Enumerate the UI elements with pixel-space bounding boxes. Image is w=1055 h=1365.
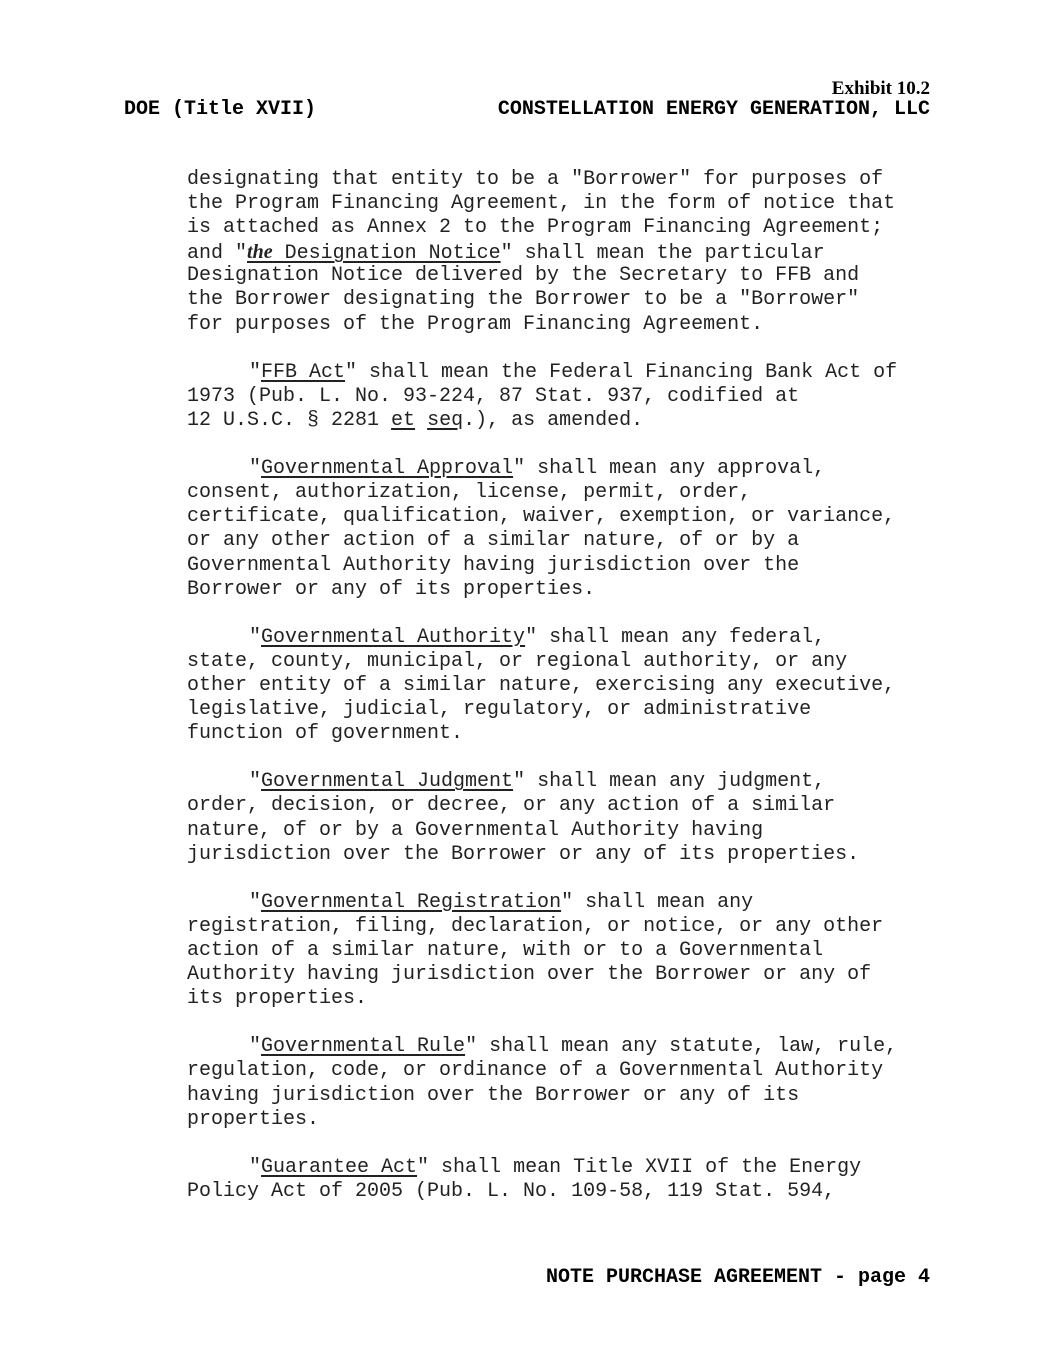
- text-line: [187, 409, 967, 433]
- header-left: DOE (Title XVII): [124, 98, 317, 121]
- paragraph-ffb-act: [187, 361, 967, 433]
- text-fragment: " shall mean any statute, law, rule,: [465, 1035, 898, 1059]
- paragraph-governmental-registration: [187, 891, 967, 1011]
- text-fragment: " shall mean the particular: [500, 242, 825, 266]
- defined-term-governmental-authority: Governmental Authority: [261, 625, 526, 649]
- open-quote: ": [249, 770, 262, 794]
- text-line: legislative, judicial, regulatory, or administrative: [187, 698, 812, 722]
- paragraph-designation-continued: [187, 168, 967, 337]
- exhibit-label: Exhibit 10.2: [831, 78, 930, 99]
- paragraph-guarantee-act: [187, 1156, 967, 1204]
- text-line: other entity of a similar nature, exercising any executive,: [187, 673, 896, 697]
- open-quote: ": [249, 1035, 262, 1059]
- text-line: designating that entity to be a "Borrower" for purposes of: [187, 168, 884, 191]
- text-line: 1973 (Pub. L. No. 93-224, 87 Stat. 937, codified at: [187, 384, 800, 408]
- text-line: action of a similar nature, with or to a Governmental: [187, 939, 824, 962]
- text-fragment: .), as amended.: [463, 408, 644, 432]
- text-line: the Program Financing Agreement, in the form of notice that: [187, 192, 896, 216]
- text-line: [187, 626, 967, 650]
- defined-term-ffb-act: FFB Act: [261, 360, 346, 384]
- text-fragment: " shall mean any judgment,: [513, 770, 826, 794]
- text-line: Governmental Authority having jurisdiction over the: [187, 553, 800, 577]
- text-fragment: and ": [187, 242, 248, 266]
- text-line: [187, 1156, 967, 1180]
- page-footer: NOTE PURCHASE AGREEMENT - page 4: [545, 1266, 930, 1289]
- open-quote: ": [249, 625, 262, 649]
- open-quote: ": [249, 1155, 262, 1179]
- text-line: [187, 1035, 967, 1059]
- text-line: state, county, municipal, or regional authority, or any: [187, 649, 848, 673]
- text-line: Designation Notice delivered by the Secretary to FFB and: [187, 264, 860, 288]
- text-line: [187, 361, 967, 385]
- latin-et: et: [391, 408, 416, 432]
- text-line: properties.: [187, 1107, 320, 1131]
- text-line: [187, 891, 967, 915]
- text-fragment: " shall mean any federal,: [525, 625, 826, 649]
- text-line: [187, 770, 967, 794]
- text-line: jurisdiction over the Borrower or any of its properties.: [187, 842, 860, 866]
- defined-term-governmental-approval: Governmental Approval: [261, 457, 514, 481]
- text-line: regulation, code, or ordinance of a Governmental Authority: [187, 1059, 884, 1083]
- paragraph-governmental-approval: [187, 457, 967, 602]
- text-line: is attached as Annex 2 to the Program Financing Agreement;: [187, 216, 884, 240]
- text-fragment: 12 U.S.C. § 2281: [187, 408, 392, 432]
- defined-term-governmental-rule: Governmental Rule: [261, 1035, 466, 1059]
- paragraph-governmental-authority: [187, 626, 967, 746]
- defined-term-governmental-judgment: Governmental Judgment: [261, 770, 514, 794]
- text-fragment: " shall mean any: [561, 890, 754, 914]
- italic-article: the: [247, 241, 273, 264]
- open-quote: ": [249, 360, 262, 384]
- text-line: [187, 457, 967, 481]
- text-line: registration, filing, declaration, or notice, or any other: [187, 914, 884, 938]
- text-line: for purposes of the Program Financing Agreement.: [187, 312, 764, 336]
- text-line: its properties.: [187, 987, 368, 1011]
- text-line: having jurisdiction over the Borrower or any of its: [187, 1083, 800, 1107]
- text-line: [187, 240, 967, 264]
- text-line: Policy Act of 2005 (Pub. L. No. 109-58, 119 Stat. 594,: [187, 1179, 836, 1203]
- text-line: consent, authorization, license, permit, order,: [187, 481, 752, 505]
- text-line: nature, of or by a Governmental Authority having: [187, 818, 764, 842]
- text-line: the Borrower designating the Borrower to be a "Borrower": [187, 288, 860, 312]
- header-right: CONSTELLATION ENERGY GENERATION, LLC: [497, 98, 930, 121]
- open-quote: ": [249, 457, 262, 481]
- text-line: function of government.: [187, 722, 464, 746]
- text-line: Authority having jurisdiction over the Borrower or any of: [187, 963, 872, 987]
- open-quote: ": [249, 890, 262, 914]
- text-line: order, decision, or decree, or any action of a similar: [187, 794, 836, 818]
- defined-term-designation-notice: [247, 242, 501, 265]
- paragraph-governmental-rule: [187, 1035, 967, 1131]
- defined-term-governmental-registration: Governmental Registration: [261, 890, 562, 914]
- document-body: [187, 168, 967, 1204]
- text-fragment: " shall mean the Federal Financing Bank Act of: [345, 360, 898, 384]
- defined-term-text: Designation Notice: [272, 242, 501, 266]
- paragraph-governmental-judgment: [187, 770, 967, 866]
- latin-seq: seq: [427, 408, 464, 432]
- text-fragment: " shall mean any approval,: [513, 457, 826, 481]
- text-line: or any other action of a similar nature, of or by a: [187, 529, 800, 553]
- text-line: Borrower or any of its properties.: [187, 577, 596, 601]
- text-line: certificate, qualification, waiver, exemption, or variance,: [187, 505, 896, 529]
- text-fragment: " shall mean Title XVII of the Energy: [417, 1155, 862, 1179]
- defined-term-guarantee-act: Guarantee Act: [261, 1155, 418, 1179]
